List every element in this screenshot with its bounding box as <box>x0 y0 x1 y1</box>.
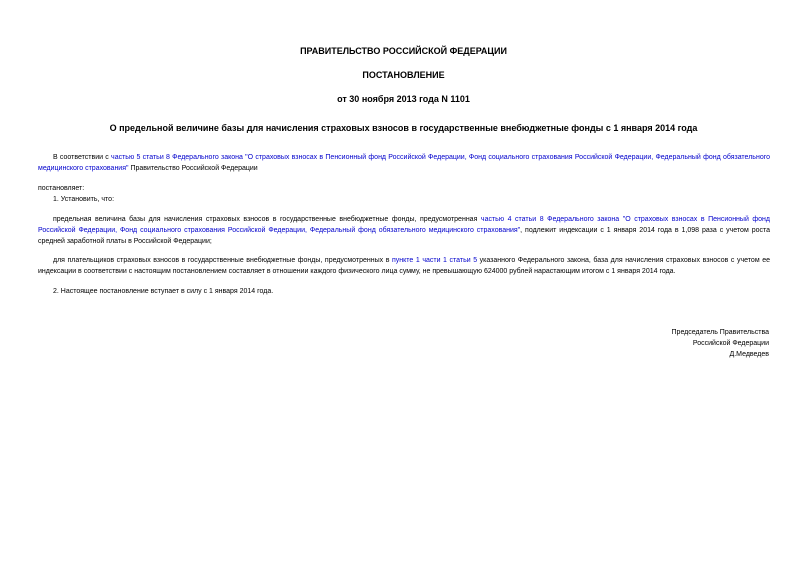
payers-text-start: для плательщиков страховых взносов в государственные внебюджетные фонды, предусмотренных в <box>53 257 392 264</box>
law-link-part4-article8[interactable]: частью 4 статьи 8 Федерального закона "О страховых взносах в Пенсионный фонд Российской Федерации, Фонд социального страхования Российской Федерации, Федеральный фонд обязательного медицинского страхования" <box>38 216 771 234</box>
payers-base-paragraph <box>38 255 770 277</box>
indexation-text-start: предельная величина базы для начисления страховых взносов в государственные внебюджетные фонды, предусмотренная <box>53 216 481 223</box>
signature-country-line: Российской Федерации <box>692 340 769 347</box>
preamble-paragraph <box>38 152 770 174</box>
indexation-paragraph <box>38 214 770 247</box>
signature-title-line: Председатель Правительства <box>671 329 769 336</box>
effective-date-paragraph: 2. Настоящее постановление вступает в силу с 1 января 2014 года. <box>53 288 274 295</box>
resolves-paragraph: постановляет: <box>38 185 85 192</box>
document-type-heading: ПОСТАНОВЛЕНИЕ <box>362 70 445 80</box>
organization-heading: ПРАВИТЕЛЬСТВО РОССИЙСКОЙ ФЕДЕРАЦИИ <box>300 46 507 56</box>
date-number-heading: от 30 ноября 2013 года N 1101 <box>337 94 470 104</box>
law-link-point1-part1-article5[interactable]: пункте 1 части 1 статьи 5 <box>392 257 478 264</box>
preamble-text-end: Правительство Российской Федерации <box>128 165 258 172</box>
preamble-text-start: В соответствии с <box>53 154 112 161</box>
law-link-part5-article8[interactable]: частью 5 статьи 8 Федерального закона "О страховых взносах в Пенсионный фонд Российской Федерации, Фонд социального страхования Российской Федерации, Федеральный фонд обязательного медицинского страхования" <box>38 154 771 172</box>
payers-text-end: указанного Федерального закона, база для начисления страховых взносов с учетом ее индексации в соответствии с настоящим постановлением составляет в отношении каждого физического лица сумму, не превышающую 624000 рублей нарастающим итогом с 1 января 2014 года. <box>38 257 770 275</box>
signature-name: Д.Медведев <box>729 351 769 358</box>
item-1-heading: 1. Установить, что: <box>53 196 115 203</box>
document-title: О предельной величине базы для начисления страховых взносов в государственные внебюджетные фонды с 1 января 2014 года <box>109 123 698 133</box>
indexation-text-end: , подлежит индексации с 1 января 2014 года в 1,098 раза с учетом роста средней заработной платы в Российской Федерации; <box>38 227 770 245</box>
